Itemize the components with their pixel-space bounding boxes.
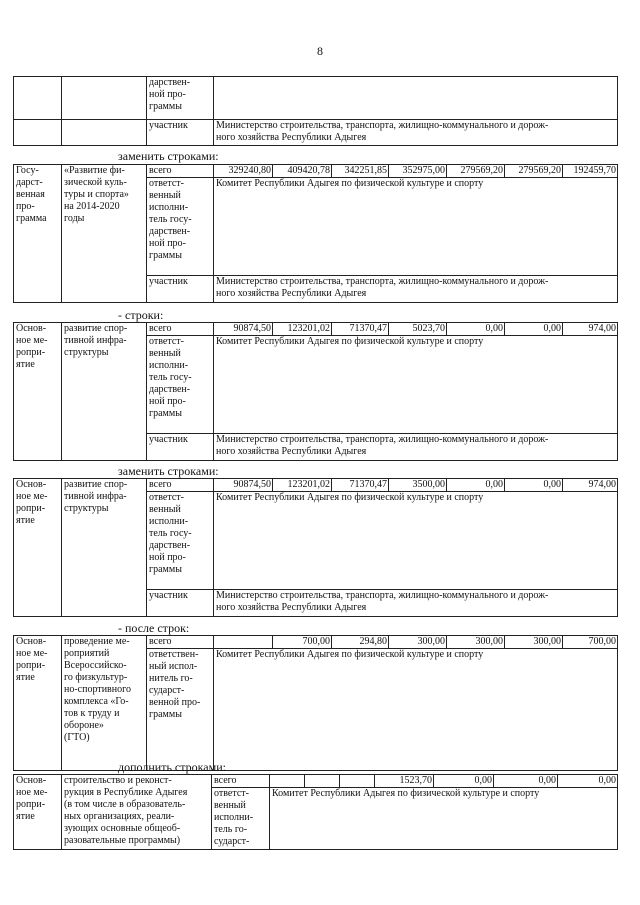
- value-cell: 0,00: [434, 775, 494, 788]
- participant-label: участник: [147, 434, 214, 461]
- value-cell: 0,00: [558, 775, 618, 788]
- table-main-activity-old: [13, 322, 618, 461]
- participant-text: Министерство строительства, транспорта, жилищно-коммунального и дорож- ного хозяйства Республики Адыгея: [214, 120, 618, 146]
- activity-name: строительство и реконст- рукция в Республике Адыгея (в том числе в образователь- ных организациях, реали- зующих основные общеоб- разовательные программы): [62, 775, 212, 850]
- value-cell: 700,00: [563, 636, 618, 649]
- participant-label: участник: [147, 276, 214, 303]
- value-cell: 409420,78: [273, 165, 332, 178]
- value-cell: 352975,00: [389, 165, 447, 178]
- activity-name: развитие спор- тивной инфра- структуры: [62, 479, 147, 617]
- responsible-label: ответст- венный исполни- тель госу- дарствен- ной про- граммы: [147, 336, 214, 434]
- value-cell: 3500,00: [389, 479, 447, 492]
- total-label: всего: [147, 165, 214, 178]
- participant-label: участник: [147, 590, 214, 617]
- activity-name: развитие спор- тивной инфра- структуры: [62, 323, 147, 461]
- value-cell: 300,00: [505, 636, 563, 649]
- responsible-label: ответст- венный исполни- тель госу- дарствен- ной про- граммы: [147, 492, 214, 590]
- value-cell: 294,80: [332, 636, 389, 649]
- responsible-label: ответст- венный исполни- тель госу- дарствен- ной про- граммы: [147, 178, 214, 276]
- value-cell: 192459,70: [563, 165, 618, 178]
- value-cell: [214, 636, 273, 649]
- total-label: всего: [147, 479, 214, 492]
- row-type-label: Основ- ное ме- ропри- ятие: [14, 636, 62, 771]
- value-cell: 300,00: [447, 636, 505, 649]
- responsible-text: Комитет Республики Адыгея по физической культуре и спорту: [214, 492, 618, 590]
- heading-replace-2: заменить строками:: [118, 464, 219, 478]
- page-number: 8: [317, 44, 323, 58]
- value-cell: 71370,47: [332, 479, 389, 492]
- value-cell: 279569,20: [505, 165, 563, 178]
- responsible-text: Комитет Республики Адыгея по физической культуре и спорту: [270, 788, 618, 850]
- value-cell: 1523,70: [375, 775, 434, 788]
- value-cell: 974,00: [563, 479, 618, 492]
- row-type-label: Госу- дарст- венная про- грамма: [14, 165, 62, 303]
- responsible-text: Комитет Республики Адыгея по физической культуре и спорту: [214, 649, 618, 771]
- row-type-label: Основ- ное ме- ропри- ятие: [14, 323, 62, 461]
- responsible-text: Комитет Республики Адыгея по физической культуре и спорту: [214, 178, 618, 276]
- responsible-text: Комитет Республики Адыгея по физической культуре и спорту: [214, 336, 618, 434]
- heading-replace-1: заменить строками:: [118, 149, 219, 163]
- table-gto: [13, 635, 618, 771]
- program-name: «Развитие фи- зической куль- туры и спорта» на 2014-2020 годы: [62, 165, 147, 303]
- value-cell: 0,00: [494, 775, 558, 788]
- value-cell: 0,00: [505, 323, 563, 336]
- row-type-label: Основ- ное ме- ропри- ятие: [14, 479, 62, 617]
- responsible-label-tail: дарствен- ной про- граммы: [147, 77, 214, 120]
- value-cell: 329240,80: [214, 165, 273, 178]
- value-cell: 90874,50: [214, 323, 273, 336]
- total-label: всего: [147, 323, 214, 336]
- heading-after-rows: - после строк:: [118, 621, 190, 635]
- heading-rows-1: - строки:: [118, 308, 164, 322]
- value-cell: [340, 775, 375, 788]
- value-cell: 0,00: [505, 479, 563, 492]
- participant-text: Министерство строительства, транспорта, жилищно-коммунального и дорож- ного хозяйства Республики Адыгея: [214, 434, 618, 461]
- value-cell: [270, 775, 305, 788]
- table-construction: [13, 774, 618, 850]
- responsible-label: ответст- венный исполни- тель го- сударст-: [212, 788, 270, 850]
- total-label: всего: [147, 636, 214, 649]
- value-cell: 700,00: [273, 636, 332, 649]
- value-cell: 71370,47: [332, 323, 389, 336]
- total-label: всего: [212, 775, 270, 788]
- participant-text: Министерство строительства, транспорта, жилищно-коммунального и дорож- ного хозяйства Республики Адыгея: [214, 590, 618, 617]
- row-type-label: Основ- ное ме- ропри- ятие: [14, 775, 62, 850]
- value-cell: 5023,70: [389, 323, 447, 336]
- responsible-label: ответствен- ный испол- нитель го- сударст- венной про- граммы: [147, 649, 214, 771]
- table-main-activity-new: [13, 478, 618, 617]
- value-cell: 974,00: [563, 323, 618, 336]
- value-cell: 279569,20: [447, 165, 505, 178]
- value-cell: 0,00: [447, 479, 505, 492]
- value-cell: 90874,50: [214, 479, 273, 492]
- table-state-program: [13, 164, 618, 303]
- participant-text: Министерство строительства, транспорта, жилищно-коммунального и дорож- ного хозяйства Республики Адыгея: [214, 276, 618, 303]
- value-cell: 300,00: [389, 636, 447, 649]
- value-cell: 123201,02: [273, 479, 332, 492]
- table-continuation: [13, 76, 618, 146]
- activity-name: проведение ме- роприятий Всероссийско- го физкультур- но-спортивного комплекса «Го- тов к труду и обороне» (ГТО): [62, 636, 147, 771]
- heading-append-rows: дополнить строками:: [118, 760, 226, 774]
- value-cell: 342251,85: [332, 165, 389, 178]
- participant-label: участник: [147, 120, 214, 146]
- value-cell: [305, 775, 340, 788]
- value-cell: 123201,02: [273, 323, 332, 336]
- value-cell: 0,00: [447, 323, 505, 336]
